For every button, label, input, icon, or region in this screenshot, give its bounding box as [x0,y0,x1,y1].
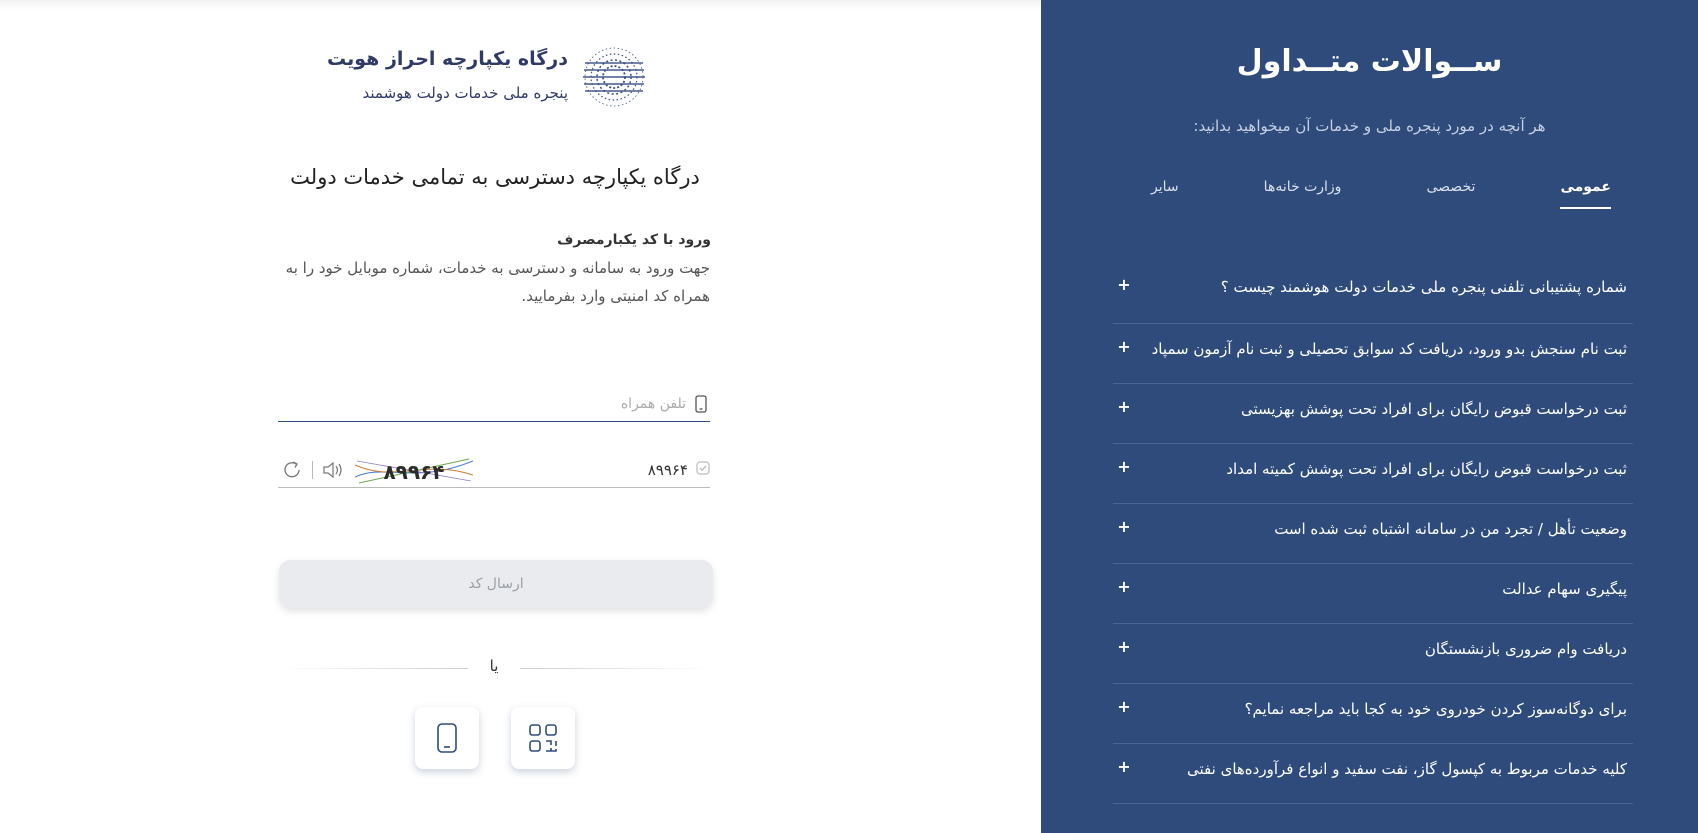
globe-logo-icon [578,46,650,108]
refresh-captcha-button[interactable] [278,456,306,484]
faq-item[interactable] [1113,744,1633,804]
qr-code-icon [529,724,557,752]
faq-item[interactable] [1113,384,1633,444]
plus-icon: + [1117,397,1131,416]
login-description: جهت ورود به سامانه و دسترسی به خدمات، شماره موبایل خود را به همراه کد امنیتی وارد بفرمایید. [285,259,710,305]
top-shadow [0,0,1041,10]
faq-panel [1041,0,1698,833]
check-icon [692,460,710,479]
faq-question: کلیه خدمات مربوط به کپسول گاز، نفت سفید و انواع فرآورده‌های نفتی [1187,760,1627,778]
tab-ministries[interactable]: وزارت خانه‌ها [1263,179,1342,195]
faq-question: شماره پشتیبانی تلفنی پنجره ملی خدمات دولت هوشمند چیست ؟ [1220,278,1627,296]
captcha-input[interactable]: ۸۹۹۶۴ [647,460,688,479]
brand-title: درگاه یکپارچه احراز هویت [327,48,568,70]
faq-question: دریافت وام ضروری بازنشستگان [1424,640,1627,658]
mobile-login-button[interactable] [415,707,479,769]
faq-question: برای دوگانه‌سوز کردن خودروی خود به کجا باید مراجعه نمایم؟ [1244,700,1627,718]
faq-item[interactable] [1113,564,1633,624]
faq-question: ثبت درخواست قبوض رایگان برای افراد تحت پوشش کمیته امداد [1226,460,1627,478]
brand-subtitle: پنجره ملی خدمات دولت هوشمند [362,84,568,102]
or-divider [278,656,710,680]
or-label: یا [489,657,499,675]
faq-question: ثبت نام سنجش بدو ورود، دریافت کد سوابق تحصیلی و ثبت نام آزمون سمپاد [1151,340,1627,358]
faq-item[interactable] [1113,684,1633,744]
tab-general[interactable]: عمومی [1560,179,1611,209]
faq-item[interactable] [1113,270,1633,324]
captcha-image [355,455,473,485]
plus-icon: + [1117,337,1131,356]
page-title: درگاه یکپارچه دسترسی به تمامی خدمات دولت [290,165,700,189]
faq-question: ثبت درخواست قبوض رایگان برای افراد تحت پوشش بهزیستی [1241,400,1627,418]
send-code-button[interactable]: ارسال کد [279,560,713,608]
phone-input[interactable] [278,396,692,412]
plus-icon: + [1117,577,1131,596]
faq-subtitle: هر آنچه در مورد پنجره ملی و خدمات آن میخواهید بدانید: [1193,117,1546,135]
plus-icon: + [1117,517,1131,536]
divider [312,461,313,479]
login-method-label: ورود با کد یکبارمصرف [557,232,711,248]
plus-icon: + [1117,275,1131,294]
faq-title: ســوالات متــداول [1236,44,1503,79]
mobile-icon [692,393,710,415]
faq-question: وضعیت تأهل / تجرد من در سامانه اشتباه ثبت شده است [1274,520,1627,538]
faq-item[interactable] [1113,444,1633,504]
plus-icon: + [1117,457,1131,476]
plus-icon: + [1117,637,1131,656]
faq-item[interactable] [1113,324,1633,384]
audio-captcha-button[interactable] [319,456,347,484]
faq-item[interactable] [1113,504,1633,564]
captcha-image-text: ۸۹۹۶۴ [383,459,445,484]
captcha-field[interactable] [278,452,710,488]
qr-login-button[interactable] [511,707,575,769]
faq-question: پیگیری سهام عدالت [1502,580,1627,598]
phone-field[interactable] [278,386,710,422]
tab-specialized[interactable]: تخصصی [1426,179,1476,195]
faq-tabs [1151,179,1611,209]
tab-other[interactable]: سایر [1151,179,1179,195]
brand-header [327,44,660,108]
plus-icon: + [1117,697,1131,716]
faq-item[interactable] [1113,624,1633,684]
smartphone-icon [436,723,458,753]
plus-icon: + [1117,757,1131,776]
faq-list [1113,270,1633,804]
